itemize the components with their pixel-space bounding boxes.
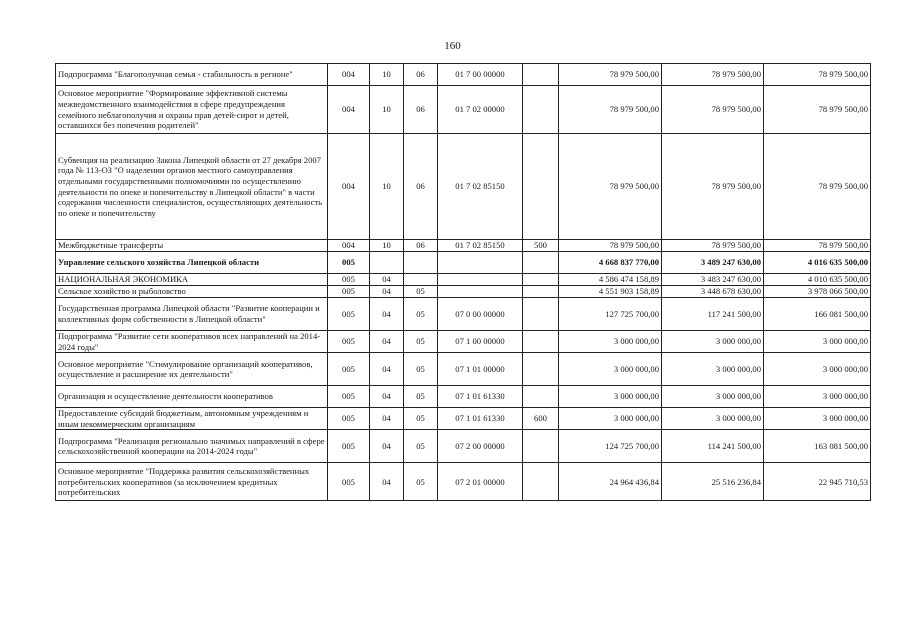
sum-col-1: 24 964 436,84 [559, 463, 662, 501]
section-code: 04 [370, 386, 404, 408]
sum-col-3: 4 010 635 500,00 [764, 274, 871, 286]
sum-col-2: 3 483 247 630,00 [662, 274, 764, 286]
subsection-code: 06 [404, 134, 438, 240]
sum-col-3: 78 979 500,00 [764, 86, 871, 134]
row-name: Управление сельского хозяйства Липецкой области [56, 252, 328, 274]
sum-col-2: 78 979 500,00 [662, 240, 764, 252]
admin-code: 005 [328, 298, 370, 331]
subsection-code: 05 [404, 331, 438, 353]
section-code: 10 [370, 86, 404, 134]
subsection-code: 05 [404, 430, 438, 463]
section-code: 04 [370, 286, 404, 298]
subsection-code [404, 274, 438, 286]
table-row [56, 463, 871, 501]
section-code: 04 [370, 408, 404, 430]
sum-col-3: 166 081 500,00 [764, 298, 871, 331]
section-code: 04 [370, 274, 404, 286]
section-code: 04 [370, 331, 404, 353]
subsection-code: 06 [404, 86, 438, 134]
target-article [438, 274, 523, 286]
subsection-code: 05 [404, 286, 438, 298]
section-code: 04 [370, 353, 404, 386]
sum-col-2: 114 241 500,00 [662, 430, 764, 463]
table-row [56, 430, 871, 463]
target-article: 01 7 02 85150 [438, 240, 523, 252]
target-article: 01 7 00 00000 [438, 64, 523, 86]
table-row [56, 408, 871, 430]
admin-code: 005 [328, 353, 370, 386]
sum-col-2: 78 979 500,00 [662, 86, 764, 134]
table-row [56, 86, 871, 134]
admin-code: 005 [328, 408, 370, 430]
sum-col-1: 3 000 000,00 [559, 386, 662, 408]
page-number: 160 [444, 40, 461, 52]
sum-col-2: 78 979 500,00 [662, 134, 764, 240]
subsection-code: 05 [404, 408, 438, 430]
expense-type [523, 252, 559, 274]
sum-col-1: 4 551 903 158,89 [559, 286, 662, 298]
section-code: 04 [370, 463, 404, 501]
row-name: НАЦИОНАЛЬНАЯ ЭКОНОМИКА [56, 274, 328, 286]
row-name: Основное мероприятие "Поддержка развития сельскохозяйственных потребительских кооперативов (за исключением кредитных потребительских [56, 463, 328, 501]
admin-code: 005 [328, 430, 370, 463]
subsection-code: 05 [404, 463, 438, 501]
sum-col-3: 4 016 635 500,00 [764, 252, 871, 274]
sum-col-2: 3 489 247 630,00 [662, 252, 764, 274]
sum-col-1: 4 586 474 158,89 [559, 274, 662, 286]
sum-col-3: 3 000 000,00 [764, 353, 871, 386]
admin-code: 005 [328, 463, 370, 501]
sum-col-1: 127 725 700,00 [559, 298, 662, 331]
table-row [56, 252, 871, 274]
expense-type [523, 331, 559, 353]
target-article: 01 7 02 00000 [438, 86, 523, 134]
expense-type [523, 86, 559, 134]
sum-col-1: 78 979 500,00 [559, 64, 662, 86]
subsection-code: 05 [404, 298, 438, 331]
row-name: Организация и осуществление деятельности кооперативов [56, 386, 328, 408]
target-article: 07 2 01 00000 [438, 463, 523, 501]
row-name: Субвенция на реализацию Закона Липецкой области от 27 декабря 2007 года № 113-ОЗ "О наделении органов местного самоуправления отдельными государственными полномочиями по осуществлению деятельности по опеке и попечительству в Липецкой области" в части содержания численности специалистов, осуществляющих деятельность по опеке и попечительству [56, 134, 328, 240]
sum-col-3: 22 945 710,53 [764, 463, 871, 501]
subsection-code: 06 [404, 240, 438, 252]
sum-col-1: 78 979 500,00 [559, 240, 662, 252]
budget-table-body [56, 64, 871, 501]
sum-col-3: 3 000 000,00 [764, 386, 871, 408]
table-row [56, 298, 871, 331]
row-name: Предоставление субсидий бюджетным, автономным учреждениям и иным некоммерческим организациям [56, 408, 328, 430]
section-code: 10 [370, 240, 404, 252]
table-row [56, 386, 871, 408]
sum-col-2: 3 000 000,00 [662, 331, 764, 353]
sum-col-2: 78 979 500,00 [662, 64, 764, 86]
expense-type [523, 463, 559, 501]
table-row [56, 353, 871, 386]
target-article: 01 7 02 85150 [438, 134, 523, 240]
sum-col-1: 4 668 837 770,00 [559, 252, 662, 274]
sum-col-1: 3 000 000,00 [559, 331, 662, 353]
admin-code: 005 [328, 286, 370, 298]
sum-col-3: 163 081 500,00 [764, 430, 871, 463]
sum-col-3: 3 000 000,00 [764, 408, 871, 430]
target-article [438, 252, 523, 274]
table-row [56, 134, 871, 240]
section-code: 10 [370, 134, 404, 240]
row-name: Сельское хозяйство и рыболовство [56, 286, 328, 298]
admin-code: 004 [328, 240, 370, 252]
sum-col-2: 25 516 236,84 [662, 463, 764, 501]
expense-type [523, 386, 559, 408]
admin-code: 005 [328, 386, 370, 408]
target-article: 07 1 01 61330 [438, 386, 523, 408]
section-code [370, 252, 404, 274]
row-name: Подпрограмма "Развитие сети кооперативов всех направлений на 2014-2024 годы" [56, 331, 328, 353]
sum-col-2: 3 448 678 630,00 [662, 286, 764, 298]
table-row [56, 64, 871, 86]
target-article: 07 1 01 00000 [438, 353, 523, 386]
sum-col-1: 78 979 500,00 [559, 86, 662, 134]
row-name: Основное мероприятие "Формирование эффективной системы межведомственного взаимодействия в сфере предупреждения семейного неблагополучия и охраны прав детей-сирот и детей, оставшихся без попечения родителей" [56, 86, 328, 134]
row-name: Межбюджетные трансферты [56, 240, 328, 252]
sum-col-1: 124 725 700,00 [559, 430, 662, 463]
expense-type [523, 274, 559, 286]
admin-code: 005 [328, 331, 370, 353]
sum-col-3: 3 000 000,00 [764, 331, 871, 353]
table-row [56, 286, 871, 298]
row-name: Государственная программа Липецкой области "Развитие кооперации и коллективных форм собственности в Липецкой области" [56, 298, 328, 331]
subsection-code: 05 [404, 386, 438, 408]
sum-col-3: 78 979 500,00 [764, 134, 871, 240]
sum-col-2: 117 241 500,00 [662, 298, 764, 331]
sum-col-3: 78 979 500,00 [764, 240, 871, 252]
subsection-code: 06 [404, 64, 438, 86]
target-article: 07 2 00 00000 [438, 430, 523, 463]
sum-col-2: 3 000 000,00 [662, 386, 764, 408]
expense-type [523, 134, 559, 240]
row-name: Подпрограмма "Реализация регионально значимых направлений в сфере сельскохозяйственной кооперации на 2014-2024 годы" [56, 430, 328, 463]
subsection-code: 05 [404, 353, 438, 386]
sum-col-1: 3 000 000,00 [559, 353, 662, 386]
expense-type: 600 [523, 408, 559, 430]
admin-code: 004 [328, 64, 370, 86]
target-article: 07 0 00 00000 [438, 298, 523, 331]
sum-col-3: 3 978 066 500,00 [764, 286, 871, 298]
sum-col-2: 3 000 000,00 [662, 408, 764, 430]
section-code: 10 [370, 64, 404, 86]
admin-code: 005 [328, 274, 370, 286]
target-article: 07 1 01 61330 [438, 408, 523, 430]
sum-col-3: 78 979 500,00 [764, 64, 871, 86]
sum-col-1: 3 000 000,00 [559, 408, 662, 430]
sum-col-1: 78 979 500,00 [559, 134, 662, 240]
table-row [56, 331, 871, 353]
section-code: 04 [370, 298, 404, 331]
admin-code: 004 [328, 134, 370, 240]
row-name: Подпрограмма "Благополучная семья - стабильность в регионе" [56, 64, 328, 86]
budget-table [55, 63, 871, 501]
table-row [56, 240, 871, 252]
expense-type: 500 [523, 240, 559, 252]
admin-code: 004 [328, 86, 370, 134]
expense-type [523, 64, 559, 86]
expense-type [523, 353, 559, 386]
admin-code: 005 [328, 252, 370, 274]
target-article: 07 1 00 00000 [438, 331, 523, 353]
expense-type [523, 430, 559, 463]
target-article [438, 286, 523, 298]
subsection-code [404, 252, 438, 274]
section-code: 04 [370, 430, 404, 463]
row-name: Основное мероприятие "Стимулирование организаций кооперативов, осуществление и расширение их деятельности" [56, 353, 328, 386]
table-row [56, 274, 871, 286]
expense-type [523, 286, 559, 298]
sum-col-2: 3 000 000,00 [662, 353, 764, 386]
expense-type [523, 298, 559, 331]
